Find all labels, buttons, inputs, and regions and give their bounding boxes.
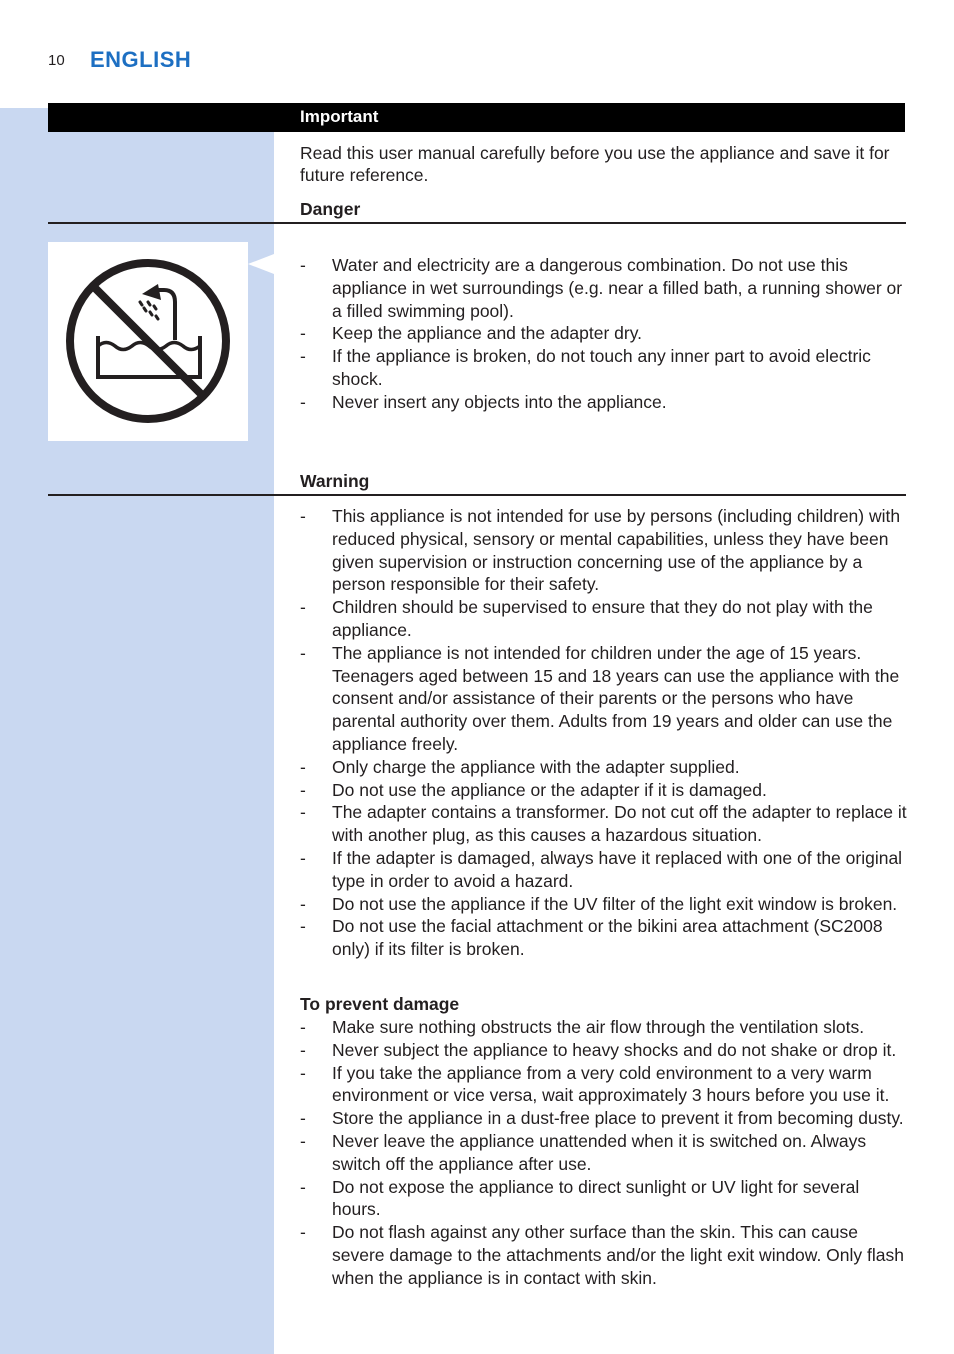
list-item: - Do not use the facial attachment or the bikini area attachment (SC2008 only) if its filter is broken. bbox=[300, 916, 883, 960]
list-item: - If the appliance is broken, do not touch any inner part to avoid electric shock. bbox=[300, 346, 871, 389]
list-item: - The adapter contains a transformer. Do not cut off the adapter to replace it with another plug, as this causes a hazardous situation. bbox=[300, 802, 907, 846]
danger-heading: Danger bbox=[300, 199, 361, 219]
list-item: - Do not use the appliance or the adapter if it is damaged. bbox=[300, 779, 767, 800]
language-title: ENGLISH bbox=[90, 47, 192, 72]
list-item: - The appliance is not intended for children under the age of 15 years. Teenagers aged between 15 and 18 years can use the appliance with the consent and/or assistance of their parents or the persons who have parental authority over them. Adults from 19 years and older can use the appliance freely. bbox=[300, 642, 900, 754]
list-item: - If the adapter is damaged, always have it replaced with one of the original type in order to avoid a hazard. bbox=[300, 847, 903, 891]
list-item: - Never subject the appliance to heavy shocks and do not shake or drop it. bbox=[300, 1039, 897, 1060]
no-water-shower-bath-icon bbox=[48, 242, 248, 441]
important-heading: Important bbox=[300, 107, 379, 126]
warning-list bbox=[300, 505, 912, 961]
list-item: - Do not flash against any other surface than the skin. This can cause severe damage to the attachments and/or the light exit window. Only flash when the appliance is in contact with skin. bbox=[300, 1222, 904, 1288]
danger-list bbox=[300, 254, 912, 414]
list-item: - Never leave the appliance unattended when it is switched on. Always switch off the appliance after use. bbox=[300, 1130, 867, 1174]
prevent-damage-heading: To prevent damage bbox=[300, 994, 460, 1014]
intro-paragraph: Read this user manual carefully before you use the appliance and save it for future reference. bbox=[300, 143, 890, 185]
list-item: - Children should be supervised to ensure that they do not play with the appliance. bbox=[300, 597, 873, 640]
list-item: - Store the appliance in a dust-free place to prevent it from becoming dusty. bbox=[300, 1108, 904, 1129]
list-item: - If you take the appliance from a very cold environment to a very warm environment or vice versa, wait approximately 3 hours before you use it. bbox=[300, 1062, 890, 1106]
list-item: - Only charge the appliance with the adapter supplied. bbox=[300, 756, 740, 777]
list-item: - Keep the appliance and the adapter dry. bbox=[300, 323, 643, 344]
page-number: 10 bbox=[48, 52, 65, 69]
list-item: - This appliance is not intended for use by persons (including children) with reduced physical, sensory or mental capabilities, unless they have been given supervision or instruction concerning use of the appliance by a person responsible for their safety. bbox=[300, 506, 901, 595]
warning-rule bbox=[48, 494, 906, 496]
list-item: - Water and electricity are a dangerous combination. Do not use this appliance in wet surroundings (e.g. near a filled bath, a running shower or a filled swimming pool). bbox=[300, 255, 903, 321]
danger-icon-box bbox=[48, 242, 248, 441]
list-item: - Do not use the appliance if the UV filter of the light exit window is broken. bbox=[300, 893, 898, 914]
warning-heading: Warning bbox=[300, 471, 370, 491]
list-item: - Make sure nothing obstructs the air flow through the ventilation slots. bbox=[300, 1017, 865, 1037]
important-bar bbox=[48, 103, 905, 132]
danger-rule bbox=[48, 222, 906, 224]
icon-pointer bbox=[248, 254, 274, 274]
prevent-damage-list bbox=[300, 1016, 912, 1290]
list-item: - Do not expose the appliance to direct sunlight or UV light for several hours. bbox=[300, 1176, 860, 1220]
list-item: - Never insert any objects into the appliance. bbox=[300, 391, 667, 412]
